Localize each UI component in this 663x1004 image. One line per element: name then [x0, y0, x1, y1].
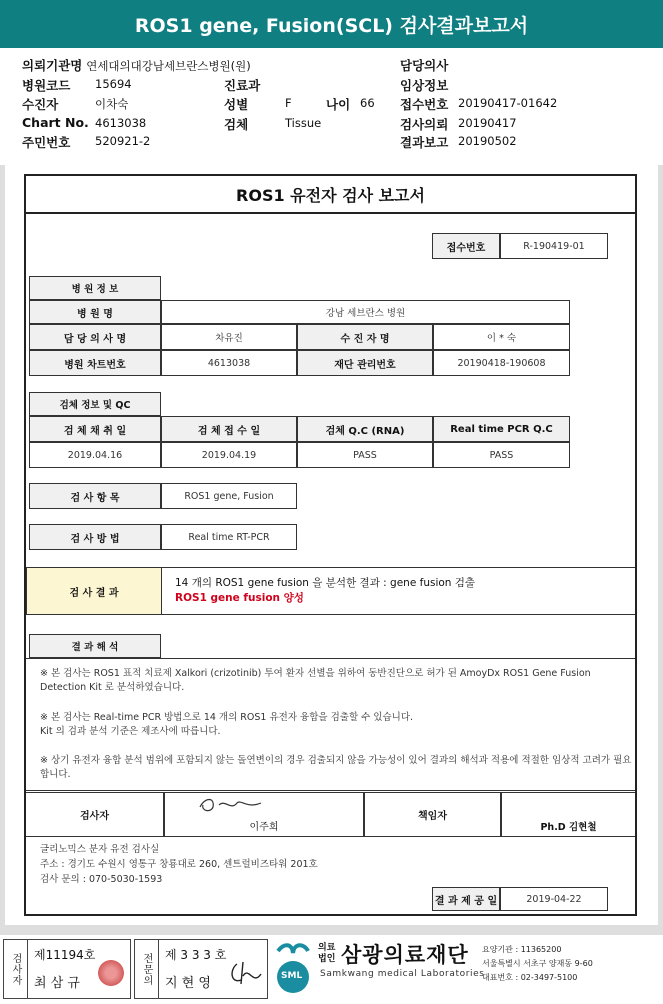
org-address: 서울특별시 서초구 양재동 9-60: [482, 959, 593, 968]
mgmt-no-label: 재단 관리번호: [297, 350, 433, 376]
dept-label: 진료과: [224, 78, 261, 93]
interp-para-3: ※ 상기 유전자 융합 분석 범위에 포함되지 않는 돌연변이의 경우 검출되지 않을 가능성이 있어 결과의 해석과 적용에 적절한 임상적 고려가 필요합니다.: [40, 755, 632, 780]
hospital-chart-value: 4613038: [161, 350, 297, 376]
specimen-label: 검체: [224, 117, 249, 132]
report-date-label: 결과보고: [400, 135, 449, 150]
patient-row: 수진자: [22, 97, 59, 112]
org-contact: [482, 943, 593, 985]
specimen-section-header: 검체 정보 및 QC: [29, 392, 161, 416]
org-english-name: Samkwang medical Laboratories: [320, 969, 485, 979]
chart-value: 4613038: [95, 116, 147, 130]
tester-name-cell: 이주희: [164, 792, 364, 837]
lab-address: 주소 : 경기도 수원시 영통구 창룡대로 260, 센트럴비즈타워 201호: [40, 859, 318, 870]
qc-value: PASS: [433, 442, 570, 468]
qc-header: 검체 Q.C (RNA): [297, 416, 433, 442]
request-value: 20190417: [458, 116, 517, 130]
id-value: 520921-2: [95, 134, 151, 148]
doctor-label: 담당의사: [400, 58, 449, 73]
org-phone: 대표번호 : 02-3497-5100: [482, 973, 578, 982]
age-label: 나이: [326, 97, 351, 112]
org-prefix: 의료 법인: [318, 943, 336, 964]
report-date-value: 20190502: [458, 134, 517, 148]
result-label: 검 사 결 과: [26, 567, 162, 615]
mgmt-no-value: 20190418-190608: [433, 350, 570, 376]
specialist-signature: [227, 958, 263, 988]
qc-value: PASS: [297, 442, 433, 468]
patient-name-label: 수 진 자 명: [297, 324, 433, 350]
tester-label: 검사자: [26, 792, 164, 837]
qc-value: 2019.04.16: [29, 442, 161, 468]
responsible-label: 책임자: [364, 792, 501, 837]
result-text: [175, 576, 475, 606]
receipt-value-cell: R-190419-01: [500, 233, 608, 259]
qc-value: 2019.04.19: [161, 442, 297, 468]
test-item-value: ROS1 gene, Fusion: [161, 483, 297, 509]
hospital-chart-label: 병원 차트번호: [29, 350, 161, 376]
doctor-name-value: 차유진: [161, 324, 297, 350]
patient-value: 이차숙: [95, 97, 129, 111]
qc-header: 검 체 채 취 일: [29, 416, 161, 442]
checker-label: 검사자: [10, 952, 21, 986]
interp-para-2b: Kit 의 검과 분석 기준은 제조사에 따릅니다.: [40, 726, 221, 737]
inner-report-title: ROS1 유전자 검사 보고서: [26, 176, 635, 214]
hospital-section-header: 병 원 정 보: [29, 276, 161, 300]
report-title-bar: [0, 0, 663, 48]
doctor-name-label: 담 당 의 사 명: [29, 324, 161, 350]
org-code: 요양기관 : 11365200: [482, 945, 562, 954]
lab-info: [40, 842, 318, 887]
result-date-label: 결 과 제 공 일: [432, 887, 500, 911]
specialist-name: 지 현 영: [165, 976, 211, 991]
test-item-label: 검 사 항 목: [29, 483, 161, 509]
specialist-no: 제 3 3 3 호: [165, 948, 227, 962]
tester-signature: [195, 795, 265, 815]
receipt-no-label: 접수번호: [400, 97, 449, 112]
responsible-name-cell: Ph.D 김현철: [501, 792, 635, 837]
result-line-1: 14 개의 ROS1 gene fusion 을 분석한 결과 : gene fusion 검출: [175, 577, 476, 589]
clinical-label: 임상정보: [400, 78, 449, 93]
hospital-name-label: 병 원 명: [29, 300, 161, 324]
qc-header: Real time PCR Q.C: [433, 416, 570, 442]
test-method-value: Real time RT-PCR: [161, 524, 297, 550]
result-date-value: 2019-04-22: [500, 887, 608, 911]
checker-name: 최 삼 규: [34, 976, 80, 991]
hospital-name-value: 강남 세브란스 병원: [161, 300, 570, 324]
hospital-code-value: 15694: [95, 77, 132, 91]
report-title: ROS1 gene, Fusion(SCL) 검사결과보고서: [134, 14, 529, 37]
request-label: 검사의뢰: [400, 117, 449, 132]
receipt-no-value: 20190417-01642: [458, 96, 558, 110]
sex-value: F: [285, 96, 292, 110]
org-name: 삼광의료재단: [341, 943, 469, 967]
age-value: 66: [360, 96, 375, 110]
specialist-label: 전문의: [141, 952, 152, 986]
specialist-stamp-box: [134, 939, 268, 999]
chart-row: Chart No.: [22, 115, 89, 130]
lab-name: 글리노믹스 분자 유전 검사실: [40, 844, 160, 855]
specimen-value: Tissue: [285, 116, 322, 130]
lab-phone: 검사 문의 : 070-5030-1593: [40, 874, 163, 885]
red-seal-icon: [96, 958, 126, 988]
result-line-2: ROS1 gene fusion 양성: [175, 592, 304, 604]
footer: [0, 935, 663, 1004]
qc-header: 검 체 접 수 일: [161, 416, 297, 442]
patient-name-value: 이 * 숙: [433, 324, 570, 350]
institution-row: 의뢰기관명 연세대의대강남세브란스병원(원): [22, 58, 251, 73]
interp-section-header: 결 과 해 석: [29, 634, 161, 658]
sex-label: 성별: [224, 97, 249, 112]
hospital-code-row: 병원코드: [22, 78, 71, 93]
interp-para-1: ※ 본 검사는 ROS1 표적 치료제 Xalkori (crizotinib) 투여 환자 선별을 위하여 동반진단으로 허가 된 AmoyDx ROS1 Gene Fusion Detection Kit 로 분석하였습니다.: [40, 668, 591, 693]
interp-para-2a: ※ 본 검사는 Real-time PCR 방법으로 14 개의 ROS1 유전자 융합을 검출할 수 있습니다.: [40, 712, 414, 723]
receipt-label-cell: 접수번호: [432, 233, 500, 259]
checker-stamp-box: [3, 939, 131, 999]
id-row: 주민번호: [22, 135, 71, 150]
test-method-label: 검 사 방 법: [29, 524, 161, 550]
sml-logo-icon: SML: [272, 941, 314, 983]
checker-no: 제11194호: [34, 948, 96, 962]
